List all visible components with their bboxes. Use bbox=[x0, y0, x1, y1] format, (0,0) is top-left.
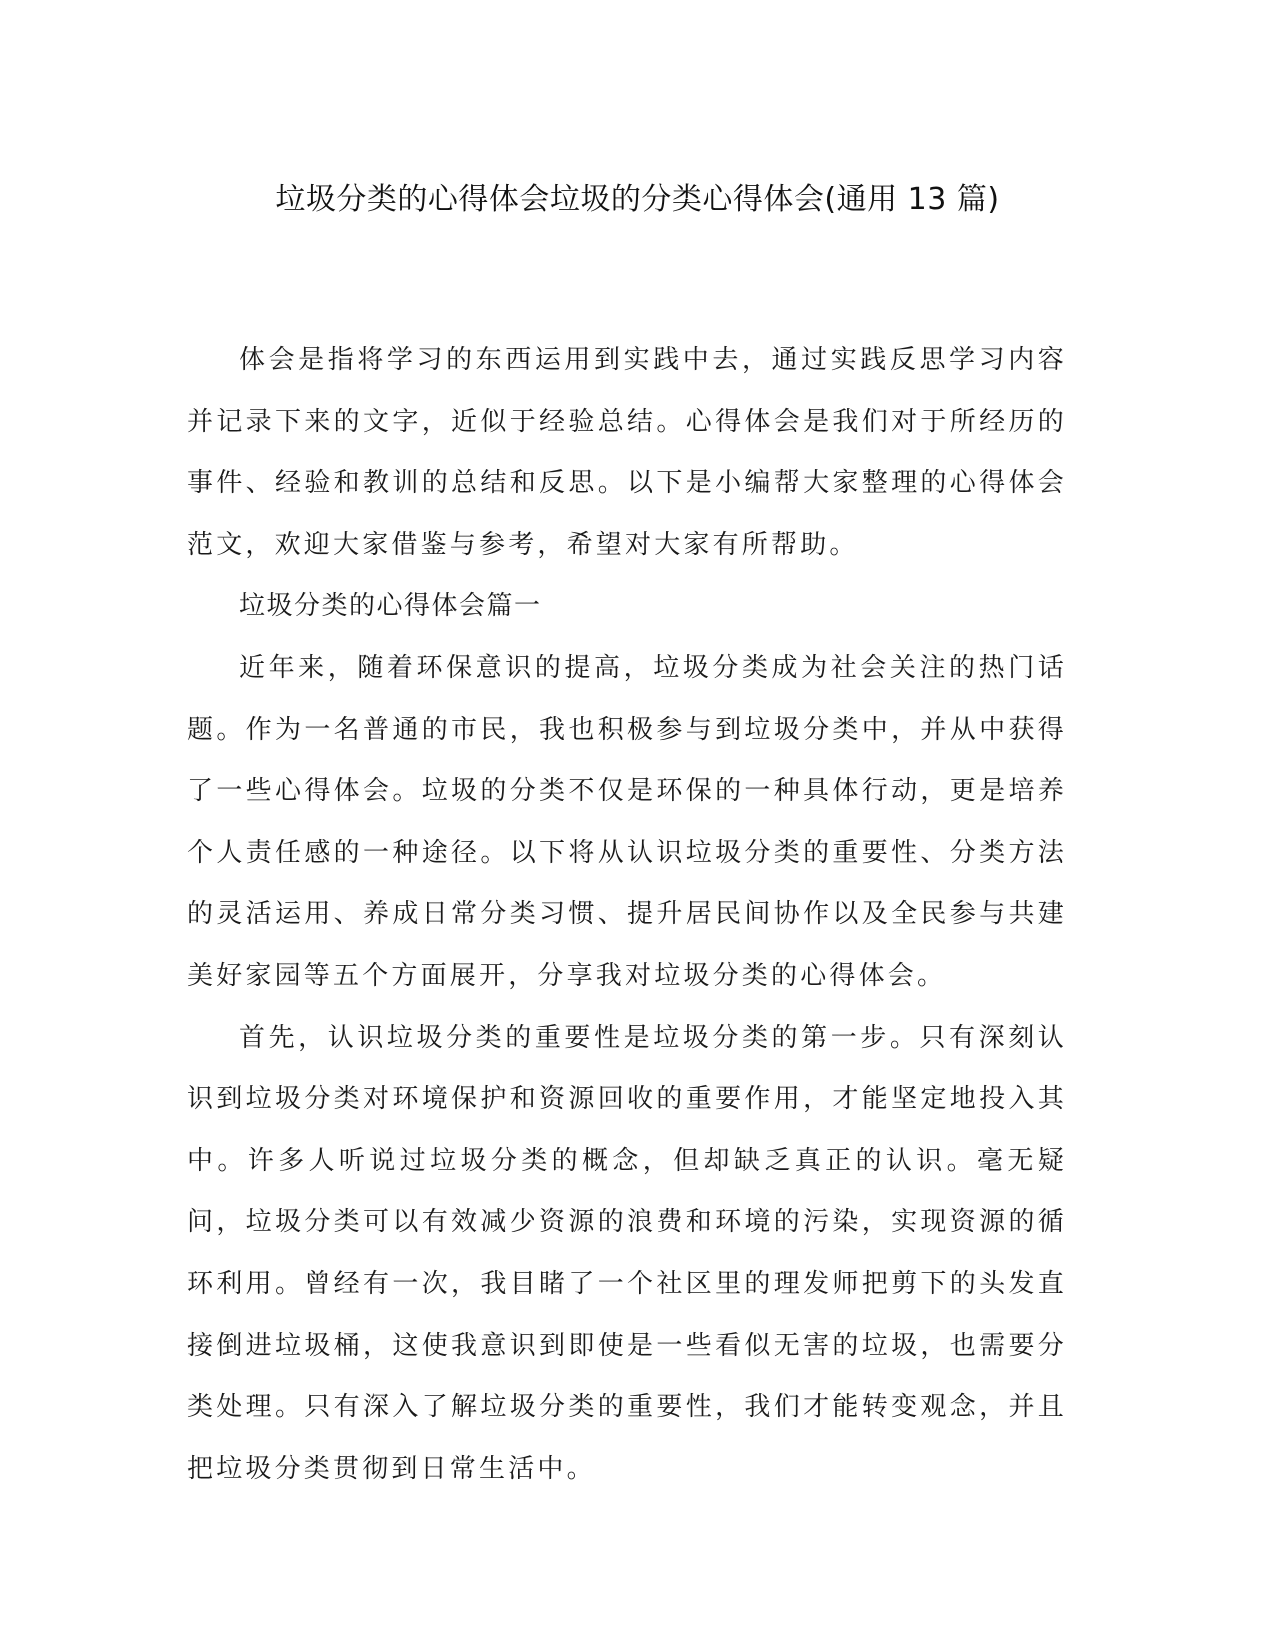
intro-paragraph: 体会是指将学习的东西运用到实践中去，通过实践反思学习内容并记录下来的文字，近似于经验总结。心得体会是我们对于所经历的事件、经验和教训的总结和反思。以下是小编帮大家整理的心得体会范文，欢迎大家借鉴与参考，希望对大家有所帮助。 bbox=[187, 345, 1067, 560]
document-body bbox=[187, 330, 1067, 1500]
body-paragraph-2: 首先，认识垃圾分类的重要性是垃圾分类的第一步。只有深刻认识到垃圾分类对环境保护和资源回收的重要作用，才能坚定地投入其中。许多人听说过垃圾分类的概念，但却缺乏真正的认识。毫无疑问，垃圾分类可以有效减少资源的浪费和环境的污染，实现资源的循环利用。曾经有一次，我目睹了一个社区里的理发师把剪下的头发直接倒进垃圾桶，这使我意识到即使是一些看似无害的垃圾，也需要分类处理。只有深入了解垃圾分类的重要性，我们才能转变观念，并且把垃圾分类贯彻到日常生活中。 bbox=[187, 1022, 1067, 1484]
document-title: 垃圾分类的心得体会垃圾的分类心得体会(通用 13 篇) bbox=[275, 182, 1000, 217]
body-paragraph-1: 近年来，随着环保意识的提高，垃圾分类成为社会关注的热门话题。作为一名普通的市民，我也积极参与到垃圾分类中，并从中获得了一些心得体会。垃圾的分类不仅是环保的一种具体行动，更是培养个人责任感的一种途径。以下将从认识垃圾分类的重要性、分类方法的灵活运用、养成日常分类习惯、提升居民间协作以及全民参与共建美好家园等五个方面展开，分享我对垃圾分类的心得体会。 bbox=[187, 652, 1067, 991]
section-heading: 垃圾分类的心得体会篇一 bbox=[239, 591, 542, 622]
